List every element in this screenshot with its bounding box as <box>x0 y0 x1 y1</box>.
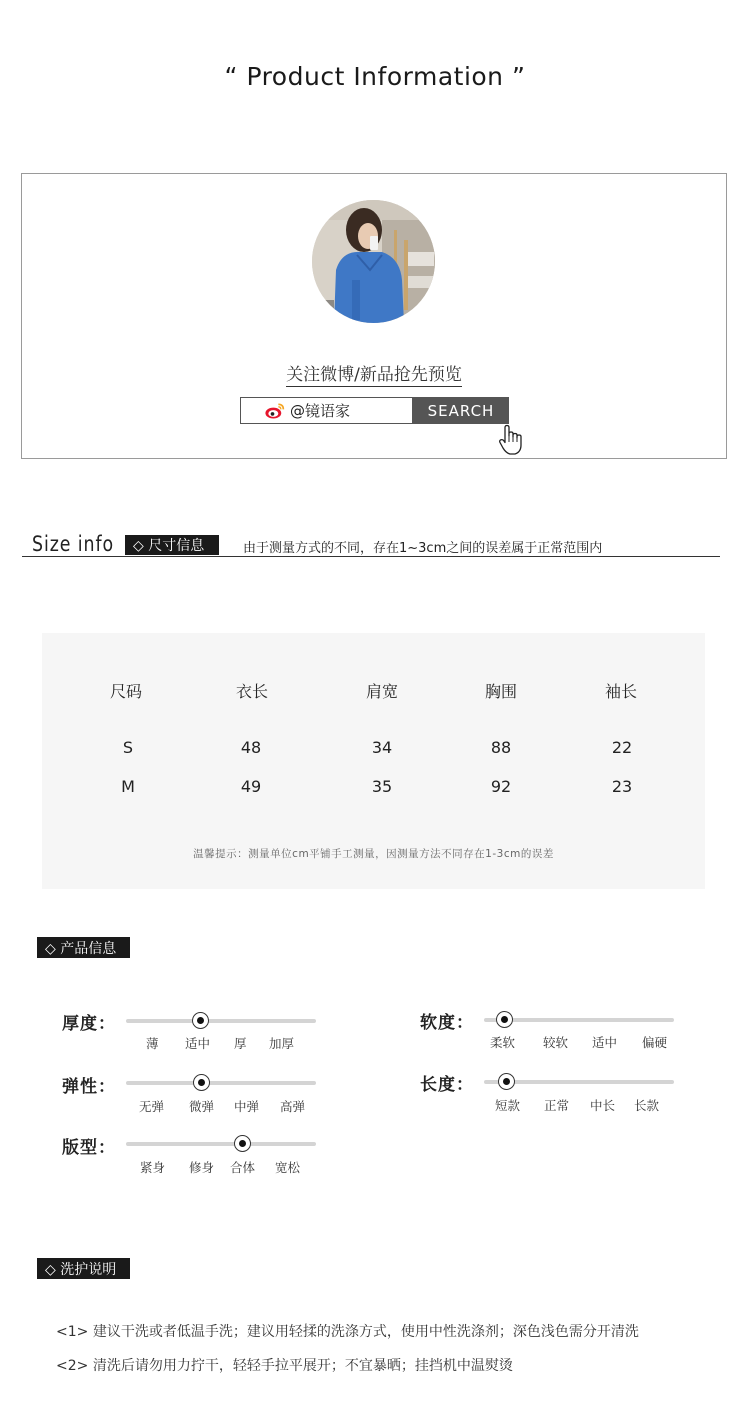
table-header-sleeve: 袖长 <box>604 682 637 701</box>
size-table <box>42 633 705 889</box>
search-button[interactable]: SEARCH <box>413 397 509 424</box>
softness-label: 软度： <box>420 1013 474 1033</box>
page-title: “ Product Information ” <box>224 62 526 91</box>
table-cell: 35 <box>371 777 393 796</box>
weibo-search-bar <box>240 397 509 424</box>
length-option: 短款 <box>495 1098 521 1113</box>
weibo-search-input[interactable] <box>240 397 413 424</box>
avatar <box>312 200 435 323</box>
elasticity-track <box>126 1081 316 1085</box>
thickness-option: 加厚 <box>269 1036 295 1051</box>
pointer-hand-icon <box>498 424 524 456</box>
measure-tip: 温馨提示：测量单位cm平铺手工测量，因测量方法不同存在1-3cm的误差 <box>193 848 554 860</box>
thickness-indicator <box>192 1012 209 1029</box>
size-info-tag: ◇ 尺寸信息 <box>125 535 219 555</box>
elasticity-option: 微弹 <box>189 1099 215 1114</box>
elasticity-option: 高弹 <box>280 1099 306 1114</box>
table-header-shoulder: 肩宽 <box>365 682 398 701</box>
softness-option: 较软 <box>543 1035 569 1050</box>
weibo-icon <box>265 402 285 420</box>
table-cell: 48 <box>240 738 262 757</box>
fit-option: 紧身 <box>140 1160 166 1175</box>
fit-option: 合体 <box>230 1160 256 1175</box>
weibo-search-value: @镜语家 <box>290 402 351 420</box>
table-header-size: 尺码 <box>109 682 142 701</box>
thickness-track <box>126 1019 316 1023</box>
elasticity-option: 无弹 <box>139 1099 165 1114</box>
follow-weibo-text[interactable]: 关注微博/新品抢先预览 <box>286 365 462 385</box>
fit-indicator <box>234 1135 251 1152</box>
softness-indicator <box>496 1011 513 1028</box>
length-label: 长度： <box>420 1075 474 1095</box>
care-instructions-tag: ◇ 洗护说明 <box>37 1258 130 1279</box>
table-cell: M <box>121 777 135 796</box>
length-option: 中长 <box>590 1098 616 1113</box>
table-cell: 23 <box>611 777 633 796</box>
table-header-length: 衣长 <box>235 682 268 701</box>
table-cell: 49 <box>240 777 262 796</box>
elasticity-option: 中弹 <box>234 1099 260 1114</box>
table-cell: S <box>122 738 134 757</box>
elasticity-label: 弹性： <box>62 1077 116 1097</box>
softness-option: 偏硬 <box>642 1035 668 1050</box>
fit-option: 修身 <box>189 1160 215 1175</box>
table-cell: 92 <box>490 777 512 796</box>
care-line: <2> 清洗后请勿用力拧干，轻轻手拉平展开；不宜暴晒；挂挡机中温熨烫 <box>56 1358 513 1374</box>
table-cell: 88 <box>490 738 512 757</box>
length-indicator <box>498 1073 515 1090</box>
table-header-bust: 胸围 <box>484 682 517 701</box>
length-option: 长款 <box>634 1098 660 1113</box>
fit-option: 宽松 <box>275 1160 301 1175</box>
elasticity-indicator <box>193 1074 210 1091</box>
thickness-option: 厚 <box>234 1036 247 1051</box>
length-option: 正常 <box>544 1098 570 1113</box>
thickness-option: 薄 <box>146 1036 159 1051</box>
softness-option: 柔软 <box>490 1035 516 1050</box>
softness-option: 适中 <box>592 1035 618 1050</box>
thickness-label: 厚度： <box>62 1014 116 1034</box>
table-cell: 22 <box>611 738 633 757</box>
fit-track <box>126 1142 316 1146</box>
thickness-option: 适中 <box>185 1036 211 1051</box>
weibo-promo-box <box>21 173 727 459</box>
size-info-title: Size info <box>32 532 115 556</box>
size-info-note: 由于测量方式的不同，存在1~3cm之间的误差属于正常范围内 <box>243 541 603 556</box>
table-cell: 34 <box>371 738 393 757</box>
size-info-header <box>22 531 720 557</box>
product-info-tag: ◇ 产品信息 <box>37 937 130 958</box>
fit-label: 版型： <box>62 1138 116 1158</box>
care-line: <1> 建议干洗或者低温手洗；建议用轻揉的洗涤方式，使用中性洗涤剂；深色浅色需分开清洗 <box>56 1324 639 1340</box>
